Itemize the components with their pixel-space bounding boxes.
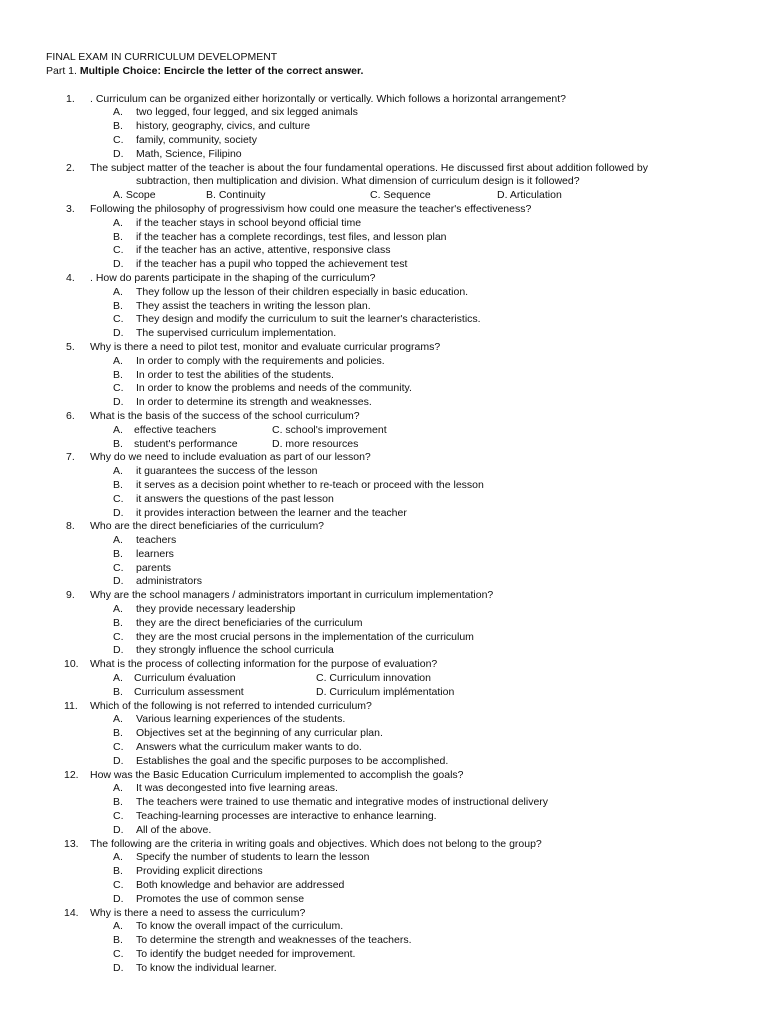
question-text: Why is there a need to pilot test, monitor and evaluate curricular programs? [90, 340, 441, 353]
question-text: Why is there a need to assess the curriculum? [90, 906, 306, 919]
option-letter: B. [113, 299, 123, 312]
option-text: To determine the strength and weaknesses of the teachers. [136, 934, 412, 947]
question-text: Why are the school managers / administrators important in curriculum implementation? [90, 589, 494, 602]
answer-option [46, 865, 746, 879]
option-text: To know the individual learner. [136, 961, 277, 974]
answer-option [46, 796, 746, 810]
option-letter: A. [113, 603, 123, 616]
question-number: 2. [66, 161, 75, 174]
answer-option [46, 727, 746, 741]
part-instruction [46, 65, 746, 79]
option-letter: C. [113, 561, 124, 574]
option-letter: C. [113, 313, 124, 326]
question-number: 6. [66, 409, 75, 422]
option-letter: C. [113, 741, 124, 754]
answer-option [46, 231, 746, 245]
option-letter: B. [113, 547, 123, 560]
option-text: The supervised curriculum implementation. [136, 327, 337, 340]
option-text: The teachers were trained to use thematic and integrative modes of instructional delivery [136, 796, 549, 809]
answer-option [46, 217, 746, 231]
option-letter: C. [113, 810, 124, 823]
option-text: if the teacher has a pupil who topped the achievement test [136, 258, 408, 271]
option-letter: B. [113, 865, 123, 878]
question-number: 13. [64, 837, 79, 850]
option-letter: A. [113, 216, 123, 229]
answer-option: D. more resources [272, 437, 359, 450]
question-number: 7. [66, 451, 75, 464]
answer-option [46, 369, 746, 383]
option-letter: A. [113, 851, 123, 864]
answer-option [46, 824, 746, 838]
option-letter: D. [113, 754, 124, 767]
question-item [46, 658, 746, 672]
question-item [46, 520, 746, 534]
answer-option [46, 782, 746, 796]
option-text: Promotes the use of common sense [136, 892, 305, 905]
question-text: Which of the following is not referred to intended curriculum? [90, 699, 372, 712]
option-letter: A. [113, 672, 123, 685]
question-text: What is the basis of the success of the school curriculum? [90, 409, 360, 422]
answer-option [46, 134, 746, 148]
option-text: they strongly influence the school curricula [136, 644, 334, 657]
instruction-text: Multiple Choice: Encircle the letter of the correct answer. [79, 64, 364, 77]
option-text: In order to determine its strength and weaknesses. [136, 396, 372, 409]
answer-option [46, 962, 746, 976]
option-letter: A. [113, 106, 123, 119]
option-letter: A. [113, 920, 123, 933]
question-item [46, 700, 746, 714]
option-letter: C. [113, 244, 124, 257]
option-text: learners [136, 547, 174, 560]
question-text: Who are the direct beneficiaries of the curriculum? [90, 520, 325, 533]
option-letter: B. [113, 685, 123, 698]
option-text: if the teacher has a complete recordings, test files, and lesson plan [136, 230, 447, 243]
question-item [46, 162, 746, 176]
question-number: 1. [66, 92, 75, 105]
option-letter: D. [113, 258, 124, 271]
answer-option [46, 631, 746, 645]
answer-option [46, 355, 746, 369]
question-item [46, 589, 746, 603]
option-letter: B. [113, 230, 123, 243]
option-letter: B. [113, 368, 123, 381]
option-text: Teaching-learning processes are interactive to enhance learning. [136, 810, 437, 823]
inline-options [46, 189, 746, 203]
answer-option [46, 920, 746, 934]
exam-title: FINAL EXAM IN CURRICULUM DEVELOPMENT [46, 51, 278, 63]
option-text: Both knowledge and behavior are addressed [136, 879, 345, 892]
question-text: The following are the criteria in writing goals and objectives. Which does not belong to the group? [90, 837, 542, 850]
answer-option [46, 879, 746, 893]
option-letter: C. [113, 133, 124, 146]
answer-option: D. Curriculum implémentation [316, 685, 455, 698]
answer-option [46, 258, 746, 272]
answer-option [46, 562, 746, 576]
answer-option [46, 120, 746, 134]
question-item [46, 907, 746, 921]
option-text: two legged, four legged, and six legged animals [136, 106, 358, 119]
option-text: if the teacher has an active, attentive, responsive class [136, 244, 391, 257]
answer-option [46, 603, 746, 617]
answer-option [46, 810, 746, 824]
question-text: Following the philosophy of progressivism how could one measure the teacher's effectiveness? [90, 202, 532, 215]
answer-option: B. Continuity [206, 189, 266, 202]
option-text: family, community, society [136, 133, 257, 146]
answer-option [46, 327, 746, 341]
question-list [46, 93, 746, 976]
answer-option [46, 934, 746, 948]
option-text: history, geography, civics, and culture [136, 120, 311, 133]
question-text: Why do we need to include evaluation as part of our lesson? [90, 451, 371, 464]
option-letter: B. [113, 437, 123, 450]
answer-option: C. Sequence [370, 189, 431, 202]
option-text: Curriculum évaluation [134, 672, 236, 685]
option-letter: A. [113, 285, 123, 298]
option-text: they are the most crucial persons in the implementation of the curriculum [136, 630, 474, 643]
question-item [46, 451, 746, 465]
option-letter: B. [113, 120, 123, 133]
option-text: effective teachers [134, 423, 217, 436]
answer-option: C. school's improvement [272, 423, 387, 436]
question-number: 14. [64, 906, 79, 919]
answer-option [46, 851, 746, 865]
option-text: it guarantees the success of the lesson [136, 465, 318, 478]
answer-option [46, 534, 746, 548]
option-text: it answers the questions of the past lesson [136, 492, 334, 505]
answer-option [46, 148, 746, 162]
option-text: They design and modify the curriculum to suit the learner's characteristics. [136, 313, 481, 326]
question-item [46, 93, 746, 107]
question-text: . Curriculum can be organized either horizontally or vertically. Which follows a horizontal arrangement? [90, 92, 567, 105]
option-letter: C. [113, 382, 124, 395]
option-text: In order to know the problems and needs of the community. [136, 382, 412, 395]
question-number: 5. [66, 340, 75, 353]
option-text: teachers [136, 534, 177, 547]
option-letter: A. [113, 713, 123, 726]
question-number: 3. [66, 202, 75, 215]
answer-option [46, 948, 746, 962]
option-letter: D. [113, 892, 124, 905]
option-letter: D. [113, 961, 124, 974]
option-letter: B. [113, 478, 123, 491]
answer-option [46, 106, 746, 120]
answer-option [46, 479, 746, 493]
option-row [46, 686, 746, 700]
question-text: How was the Basic Education Curriculum implemented to accomplish the goals? [90, 768, 464, 781]
answer-option [46, 382, 746, 396]
answer-option [46, 713, 746, 727]
exam-page [46, 51, 746, 976]
answer-option [46, 507, 746, 521]
option-text: Providing explicit directions [136, 865, 263, 878]
answer-option: D. Articulation [497, 189, 562, 202]
answer-option [46, 893, 746, 907]
option-letter: D. [113, 644, 124, 657]
answer-option [46, 617, 746, 631]
answer-option [46, 300, 746, 314]
question-item [46, 272, 746, 286]
answer-option [46, 286, 746, 300]
option-letter: A. [113, 423, 123, 436]
option-letter: B. [113, 796, 123, 809]
option-text: It was decongested into five learning areas. [136, 782, 338, 795]
option-text: In order to test the abilities of the students. [136, 368, 334, 381]
answer-option [46, 396, 746, 410]
question-text: . How do parents participate in the shaping of the curriculum? [90, 271, 376, 284]
answer-option [46, 465, 746, 479]
option-text: it provides interaction between the learner and the teacher [136, 506, 407, 519]
answer-option [46, 644, 746, 658]
option-text: They follow up the lesson of their children especially in basic education. [136, 285, 469, 298]
option-letter: C. [113, 879, 124, 892]
option-row [46, 438, 746, 452]
answer-option: C. Curriculum innovation [316, 672, 431, 685]
option-text: Specify the number of students to learn the lesson [136, 851, 370, 864]
option-text: Objectives set at the beginning of any curricular plan. [136, 727, 383, 740]
option-letter: B. [113, 727, 123, 740]
option-text: They assist the teachers in writing the lesson plan. [136, 299, 371, 312]
question-number: 10. [64, 658, 79, 671]
answer-option [46, 548, 746, 562]
part-label: Part 1. [46, 64, 80, 77]
option-text: administrators [136, 575, 202, 588]
question-item [46, 769, 746, 783]
option-letter: B. [113, 616, 123, 629]
option-text: student's performance [134, 437, 238, 450]
option-letter: C. [113, 492, 124, 505]
option-text: To know the overall impact of the curriculum. [136, 920, 344, 933]
option-text: it serves as a decision point whether to re-teach or proceed with the lesson [136, 478, 484, 491]
answer-option [46, 313, 746, 327]
answer-option [46, 493, 746, 507]
question-item [46, 341, 746, 355]
option-letter: A. [113, 534, 123, 547]
answer-option [46, 755, 746, 769]
option-text: they are the direct beneficiaries of the curriculum [136, 616, 363, 629]
option-text: Establishes the goal and the specific purposes to be accomplished. [136, 754, 449, 767]
option-text: if the teacher stays in school beyond official time [136, 216, 362, 229]
option-letter: A. [113, 354, 123, 367]
question-number: 9. [66, 589, 75, 602]
question-number: 11. [64, 699, 78, 712]
option-letter: A. [113, 782, 123, 795]
question-item [46, 203, 746, 217]
option-text: parents [136, 561, 172, 574]
question-item [46, 410, 746, 424]
question-number: 4. [66, 271, 75, 284]
answer-option [46, 575, 746, 589]
option-text: Answers what the curriculum maker wants to do. [136, 741, 362, 754]
option-letter: D. [113, 327, 124, 340]
answer-option [46, 741, 746, 755]
option-letter: A. [113, 465, 123, 478]
option-text: Math, Science, Filipino [136, 147, 242, 160]
option-letter: D. [113, 575, 124, 588]
option-text: To identify the budget needed for improvement. [136, 948, 356, 960]
option-text: they provide necessary leadership [136, 603, 296, 616]
option-row [46, 424, 746, 438]
option-text: Curriculum assessment [134, 685, 244, 698]
option-letter: D. [113, 396, 124, 409]
question-number: 8. [66, 520, 75, 533]
option-text: All of the above. [136, 823, 212, 836]
option-row [46, 672, 746, 686]
option-text: In order to comply with the requirements and policies. [136, 354, 385, 367]
answer-option: A. Scope [113, 189, 156, 202]
option-letter: D. [113, 823, 124, 836]
option-text: Various learning experiences of the students. [136, 713, 346, 726]
question-text: The subject matter of the teacher is about the four fundamental operations. He discussed first about addition followed by [90, 161, 648, 174]
option-letter: D. [113, 147, 124, 160]
option-letter: B. [113, 934, 123, 947]
option-letter: D. [113, 506, 124, 519]
answer-option [46, 244, 746, 258]
option-letter: C. [113, 948, 124, 960]
question-text-continued: subtraction, then multiplication and division. What dimension of curriculum design is it followed? [136, 175, 580, 188]
option-letter: C. [113, 630, 124, 643]
question-item [46, 838, 746, 852]
question-number: 12. [64, 768, 79, 781]
question-text: What is the process of collecting information for the purpose of evaluation? [90, 658, 438, 671]
